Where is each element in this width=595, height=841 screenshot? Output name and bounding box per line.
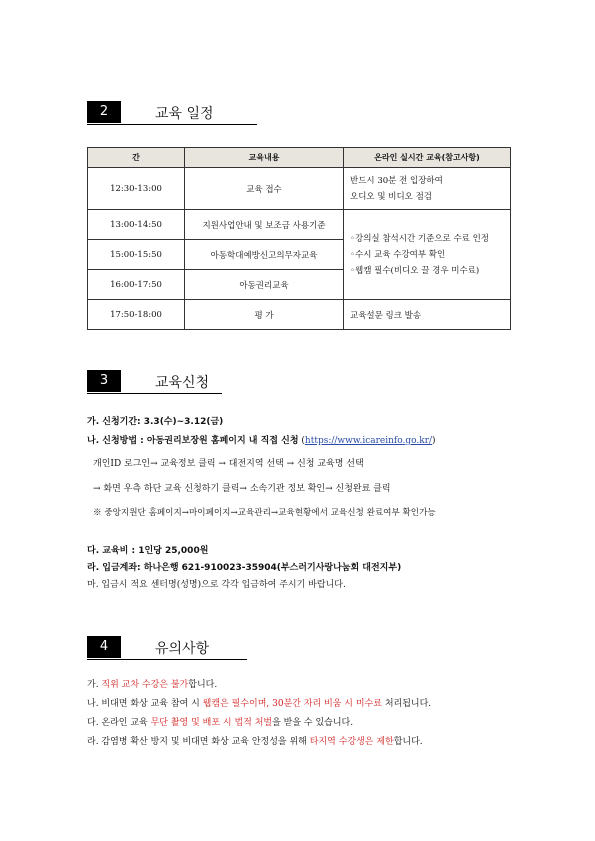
content-cell: 아동학대예방신고의무자교육 <box>185 240 344 270</box>
apply-method: 나. 신청방법 : 아동권리보장원 홈페이지 내 직접 신청 <box>87 436 299 446</box>
notice-text: 나. 비대면 화상 교육 참여 시 <box>87 699 203 709</box>
note-line: 반드시 30분 전 입장하여 <box>350 175 443 186</box>
apply-period: 가. 신청기간: 3.3(수)~3.12(금) <box>87 417 224 427</box>
time-cell: 16:00-17:50 <box>88 270 185 300</box>
notice-text: 합니다. <box>188 680 218 690</box>
time-cell: 15:00-15:50 <box>88 240 185 270</box>
apply-step: → 화면 우측 하단 교육 신청하기 클릭→ 소속기관 정보 확인→ 신청완료 클릭 <box>93 484 391 494</box>
section-underline <box>87 124 257 125</box>
time-cell: 17:50-18:00 <box>88 300 185 330</box>
table-row <box>88 168 511 210</box>
merged-note-cell <box>344 210 511 300</box>
notice-text: 다. 온라인 교육 <box>87 718 151 728</box>
notice-emphasis: 타지역 수강생은 제한 <box>309 737 394 747</box>
notice-text: 라. 감염병 확산 방지 및 비대면 화상 교육 안정성을 위해 <box>87 737 310 747</box>
note-line: ◦강의실 참석시간 기준으로 수료 인정 <box>350 233 489 244</box>
apply-step: 개인ID 로그인→ 교육정보 클릭 → 대전지역 선택 → 신청 교육명 선택 <box>93 459 364 469</box>
section-3-header <box>87 370 121 392</box>
section-title: 교육 일정 <box>155 106 214 122</box>
section-title: 유의사항 <box>155 641 210 657</box>
section-2-header <box>87 101 121 123</box>
section-underline <box>87 659 247 660</box>
bank-account: 라. 입금계좌: 하나은행 621-910023-35904(부스러기사랑나눔회 대전지부) <box>87 563 402 573</box>
notice-emphasis: 웹캠은 필수이며, 30분간 자리 비움 시 미수료 <box>202 699 382 709</box>
section-number: 4 <box>87 636 121 658</box>
table-row <box>88 300 511 330</box>
fee: 다. 교육비 : 1인당 25,000원 <box>87 546 209 556</box>
schedule-table <box>87 147 511 330</box>
note-line: ◦웹캠 필수(비디오 끌 경우 미수료) <box>350 265 480 276</box>
section-title: 교육신청 <box>155 375 210 391</box>
note-line: ◦수시 교육 수강여부 확인 <box>350 249 446 260</box>
notice-text: 을 받을 수 있습니다. <box>272 718 354 728</box>
notice-line <box>87 696 431 709</box>
table-row <box>88 210 511 240</box>
deposit-note: 마. 입금시 적요 센터명(성명)으로 각각 입금하여 주시기 바랍니다. <box>87 580 346 590</box>
section-4-header <box>87 636 121 658</box>
time-cell: 13:00-14:50 <box>88 210 185 240</box>
notice-text: 합니다. <box>393 737 423 747</box>
section-underline <box>87 393 222 394</box>
notice-line <box>87 715 353 728</box>
apply-method-line: 나. 신청방법 : 아동권리보장원 홈페이지 내 직접 신청 (https://www.icareinfo.go.kr/) <box>87 436 436 446</box>
notice-line <box>87 677 217 690</box>
notice-emphasis: 직위 교차 수강은 불가 <box>101 680 189 690</box>
col-header-content: 교육내용 <box>185 148 344 168</box>
note-cell: 교육설문 링크 발송 <box>344 300 511 330</box>
content-cell: 아동권리교육 <box>185 270 344 300</box>
homepage-link[interactable]: https://www.icareinfo.go.kr/ <box>304 436 433 446</box>
time-cell: 12:30-13:00 <box>88 168 185 210</box>
content-cell: 평 가 <box>185 300 344 330</box>
note-line: 오디오 및 비디오 점검 <box>350 191 433 202</box>
notice-emphasis: 무단 촬영 및 배포 시 법적 처벌 <box>150 718 273 728</box>
notice-text: 가. <box>87 680 102 690</box>
notice-line <box>87 734 423 747</box>
section-number: 2 <box>87 101 121 123</box>
col-header-note: 온라인 실시간 교육(참고사항) <box>344 148 511 168</box>
section-number: 3 <box>87 370 121 392</box>
col-header-time: 간 <box>88 148 185 168</box>
content-cell: 교육 접수 <box>185 168 344 210</box>
content-cell: 지원사업안내 및 보조금 사용기준 <box>185 210 344 240</box>
note-cell <box>344 168 511 210</box>
notice-text: 처리됩니다. <box>381 699 432 709</box>
apply-note: ※ 중앙지원단 홈페이지→마이페이지→교육관리→교육현황에서 교육신청 완료여부 확인가능 <box>93 508 436 518</box>
